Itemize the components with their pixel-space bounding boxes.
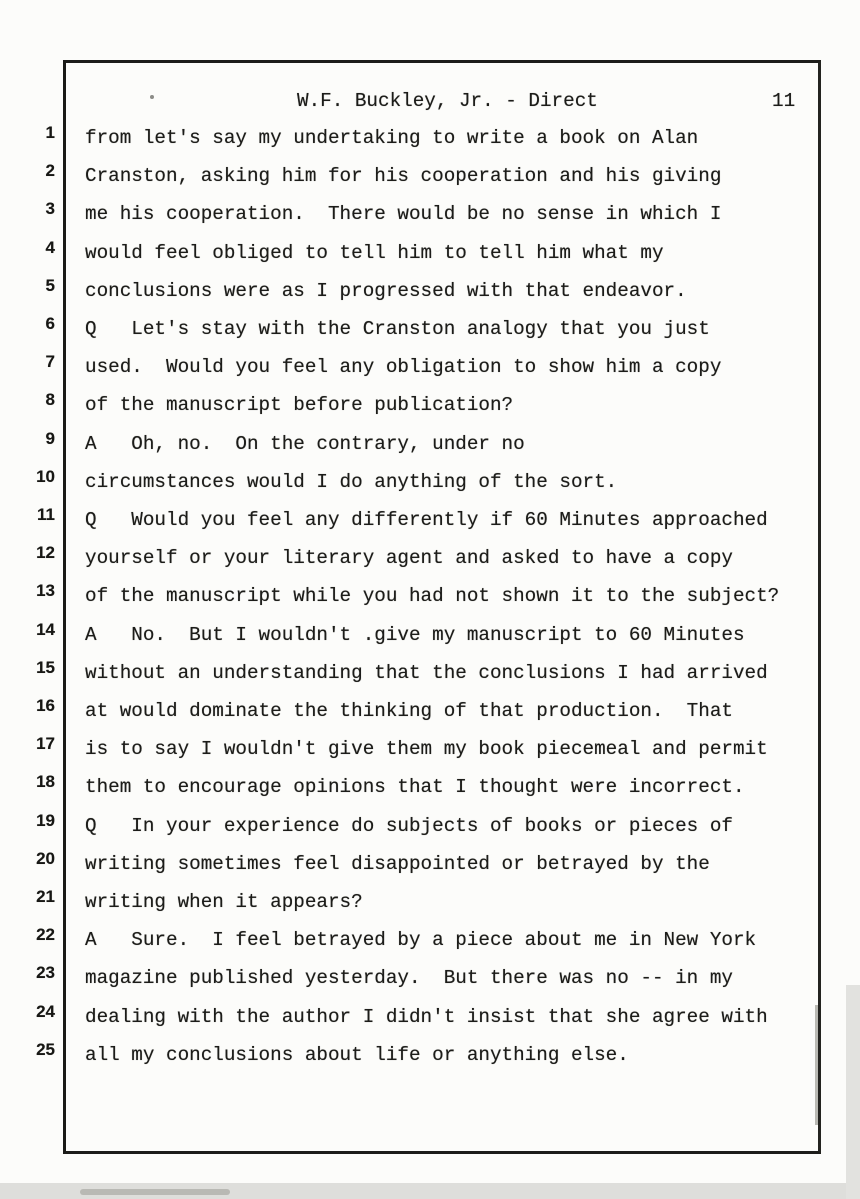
- transcript-line-text: used. Would you feel any obligation to show him a copy: [85, 356, 722, 378]
- line-number: 14: [36, 620, 55, 639]
- line-number: 22: [36, 925, 55, 944]
- line-number: 1: [45, 123, 55, 142]
- transcript-line: [0, 505, 816, 547]
- transcript-line-text: me his cooperation. There would be no sense in which I: [85, 203, 722, 225]
- transcript-line-text: conclusions were as I progressed with that endeavor.: [85, 280, 687, 302]
- transcript-line-text: A Oh, no. On the contrary, under no: [85, 433, 525, 455]
- line-number: 8: [45, 390, 55, 409]
- transcript-line: [0, 314, 816, 356]
- transcript-line: [0, 734, 816, 776]
- transcript-line: [0, 467, 816, 509]
- transcript-line: [0, 658, 816, 700]
- line-number: 16: [36, 696, 55, 715]
- transcript-line: [0, 620, 816, 662]
- transcript-line-text: magazine published yesterday. But there was no -- in my: [85, 967, 733, 989]
- line-number: 12: [36, 543, 55, 562]
- transcript-line: [0, 543, 816, 585]
- line-number: 9: [45, 429, 55, 448]
- transcript-line: [0, 811, 816, 853]
- transcript-line: [0, 199, 816, 241]
- transcript-line: [0, 887, 816, 929]
- transcript-line-text: A Sure. I feel betrayed by a piece about me in New York: [85, 929, 757, 951]
- transcript-line: [0, 161, 816, 203]
- line-number: 4: [45, 238, 55, 257]
- transcript-line-text: writing sometimes feel disappointed or betrayed by the: [85, 853, 710, 875]
- line-number: 25: [36, 1040, 55, 1059]
- line-number: 3: [45, 199, 55, 218]
- page-number: 11: [772, 90, 796, 112]
- transcript-line: [0, 352, 816, 394]
- transcript-line: [0, 925, 816, 967]
- line-number: 6: [45, 314, 55, 333]
- transcript-line: [0, 1040, 816, 1082]
- transcript-line-text: Q In your experience do subjects of books or pieces of: [85, 815, 733, 837]
- transcript-line-text: Q Would you feel any differently if 60 Minutes approached: [85, 509, 768, 531]
- line-number: 2: [45, 161, 55, 180]
- line-number: 20: [36, 849, 55, 868]
- transcript-line-text: without an understanding that the conclusions I had arrived: [85, 662, 768, 684]
- transcript-line-text: at would dominate the thinking of that production. That: [85, 700, 733, 722]
- transcript-line: [0, 429, 816, 471]
- line-number: 24: [36, 1002, 55, 1021]
- transcript-line-text: A No. But I wouldn't .give my manuscript to 60 Minutes: [85, 624, 745, 646]
- transcript-line: [0, 849, 816, 891]
- transcript-line-text: would feel obliged to tell him to tell him what my: [85, 242, 664, 264]
- transcript-line-text: is to say I wouldn't give them my book piecemeal and permit: [85, 738, 768, 760]
- transcript-line: [0, 1002, 816, 1044]
- line-number: 10: [36, 467, 55, 486]
- scanner-edge-right: [846, 985, 860, 1199]
- transcript-line: [0, 123, 816, 165]
- transcript-line-text: Q Let's stay with the Cranston analogy that you just: [85, 318, 710, 340]
- line-number: 17: [36, 734, 55, 753]
- transcript-line-text: them to encourage opinions that I thought were incorrect.: [85, 776, 745, 798]
- line-number: 5: [45, 276, 55, 295]
- transcript-line: [0, 772, 816, 814]
- faded-border-segment: [815, 1005, 818, 1125]
- transcript-line: [0, 963, 816, 1005]
- transcript-line-text: from let's say my undertaking to write a book on Alan: [85, 127, 699, 149]
- line-number: 21: [36, 887, 55, 906]
- line-number: 11: [37, 505, 55, 524]
- line-number: 19: [36, 811, 55, 830]
- transcript-line-text: writing when it appears?: [85, 891, 363, 913]
- line-number: 18: [36, 772, 55, 791]
- transcript-line: [0, 238, 816, 280]
- scan-smudge: [80, 1189, 230, 1195]
- transcript-line-text: of the manuscript before publication?: [85, 394, 514, 416]
- transcript-line: [0, 581, 816, 623]
- transcript-line: [0, 276, 816, 318]
- line-number: 15: [36, 658, 55, 677]
- transcript-line-text: Cranston, asking him for his cooperation and his giving: [85, 165, 722, 187]
- line-number: 23: [36, 963, 55, 982]
- transcript-line-text: yourself or your literary agent and asked to have a copy: [85, 547, 733, 569]
- line-number: 13: [36, 581, 55, 600]
- transcript-line-text: of the manuscript while you had not shown it to the subject?: [85, 585, 780, 607]
- transcript-line-text: dealing with the author I didn't insist that she agree with: [85, 1006, 768, 1028]
- transcript-line-text: all my conclusions about life or anything else.: [85, 1044, 629, 1066]
- line-number: 7: [45, 352, 55, 371]
- scan-speck: [150, 95, 154, 99]
- transcript-line-text: circumstances would I do anything of the sort.: [85, 471, 618, 493]
- page-title: W.F. Buckley, Jr. - Direct: [297, 90, 598, 112]
- transcript-line: [0, 696, 816, 738]
- transcript-line: [0, 390, 816, 432]
